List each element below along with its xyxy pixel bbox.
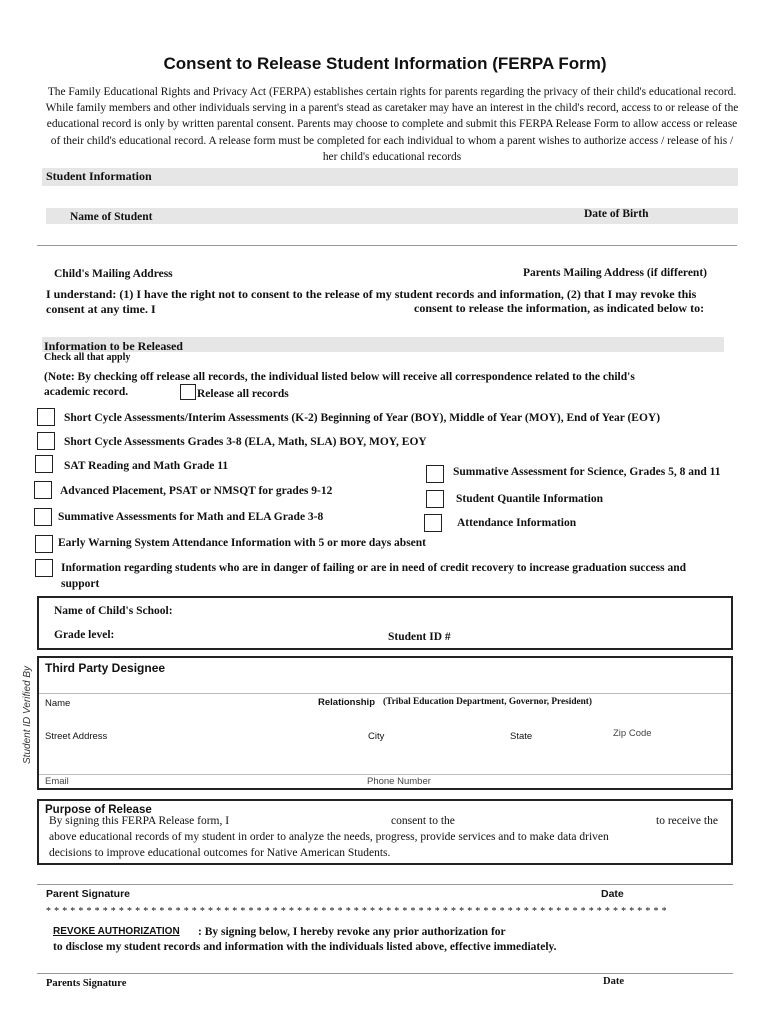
relationship-hint: (Tribal Education Department, Governor, President) [383, 697, 592, 707]
label-quantile: Student Quantile Information [456, 493, 603, 505]
release-heading: Information to be Released [44, 339, 183, 353]
note-line-2: academic record. [44, 386, 129, 398]
revoke-line-2: to disclose my student records and information with the individuals listed above, effective immediately. [53, 941, 557, 953]
label-advanced-placement: Advanced Placement, PSAT or NMSQT for grades 9-12 [60, 485, 333, 497]
relationship-label: Relationship [318, 697, 376, 708]
separator-stars: * * * * * * * * * * * * * * * * * * * * * * * * * * * * * * * * * * * * * * * * * * * * * * * * * * * * * * * * * * * * * * * * * * * * * * * * * * * * * [46, 906, 667, 917]
parent-signature-label: Parent Signature [46, 888, 131, 900]
check-all-label: Check all that apply [44, 352, 131, 363]
label-summative-science: Summative Assessment for Science, Grades 5, 8 and 11 [453, 466, 721, 478]
address-divider [39, 774, 731, 775]
street-address-label: Street Address [45, 731, 108, 742]
parent-signature-line [37, 884, 733, 885]
understand-line-2b: consent to release the information, as indicated below to: [414, 301, 705, 315]
purpose-line-1c: to receive the [656, 815, 718, 827]
checkbox-sat[interactable] [35, 455, 53, 473]
release-all-label: Release all records [197, 388, 289, 400]
third-party-divider [39, 693, 731, 694]
parent-mailing-address-label: Parents Mailing Address (if different) [523, 267, 707, 279]
label-short-cycle-k2: Short Cycle Assessments/Interim Assessments (K-2) Beginning of Year (BOY), Middle of Year (MOY), End of Year (EOY) [64, 412, 661, 424]
name-of-student-label: Name of Student [70, 211, 153, 223]
checkbox-summative-math-ela[interactable] [34, 508, 52, 526]
parents-signature-line [37, 973, 733, 974]
third-party-heading: Third Party Designee [45, 661, 166, 675]
zip-code-label: Zip Code [613, 728, 652, 739]
understand-line-1: I understand: (1) I have the right not to consent to the release of my student records and information, (2) that I may revoke this [46, 287, 697, 301]
purpose-line-3: decisions to improve educational outcomes for Native American Students. [49, 847, 391, 859]
understand-line-2a: consent at any time. I [46, 302, 156, 316]
checkbox-early-warning[interactable] [35, 535, 53, 553]
purpose-line-1b: consent to the [391, 815, 455, 827]
parents-signature-label: Parents Signature [46, 978, 127, 989]
label-early-warning: Early Warning System Attendance Information with 5 or more days absent [58, 537, 427, 549]
label-short-cycle-3-8: Short Cycle Assessments Grades 3-8 (ELA, Math, SLA) BOY, MOY, EOY [64, 436, 427, 448]
intro-paragraph: The Family Educational Rights and Privacy Act (FERPA) establishes certain rights for parents regarding the privacy of their child's educational record. While family members and other individuals serving in a parent's stead as caretaker may have an interest in the child's record, access to or release of the educational record is only by written parental consent. Parents may choose to complete and submit this FERPA Release Form to allow access or release of their child's educational record. A release form must be completed for each individual to whom a parent wishes to authorize access / release of his / her child's educational records [45, 86, 739, 163]
purpose-heading: Purpose of Release [45, 804, 152, 816]
checkbox-short-cycle-3-8[interactable] [37, 432, 55, 450]
student-id-label: Student ID # [388, 631, 451, 643]
label-credit-recovery-line1: Information regarding students who are in danger of failing or are in need of credit recovery to increase graduation success and [61, 562, 687, 574]
release-all-checkbox[interactable] [180, 384, 196, 400]
date-label-2: Date [603, 976, 624, 987]
form-title: Consent to Release Student Information (FERPA Form) [163, 54, 607, 73]
state-label: State [510, 731, 533, 742]
purpose-line-1a: By signing this FERPA Release form, I [49, 815, 230, 827]
school-name-label: Name of Child's School: [54, 605, 173, 617]
student-info-heading: Student Information [46, 169, 152, 183]
label-summative-math-ela: Summative Assessments for Math and ELA Grade 3-8 [58, 511, 324, 523]
note-line-1: (Note: By checking off release all records, the individual listed below will receive all correspondence related to the child's [44, 371, 635, 383]
checkbox-summative-science[interactable] [426, 465, 444, 483]
checkbox-advanced-placement[interactable] [34, 481, 52, 499]
label-sat: SAT Reading and Math Grade 11 [64, 460, 229, 472]
student-id-verified-by-label: Student ID Verified By [22, 665, 33, 764]
child-mailing-address-label: Child's Mailing Address [54, 268, 173, 280]
student-name-line [37, 245, 737, 246]
city-label: City [368, 731, 385, 742]
designee-name-label: Name [45, 698, 71, 709]
grade-level-label: Grade level: [54, 629, 115, 641]
phone-label: Phone Number [367, 776, 431, 787]
date-of-birth-label: Date of Birth [584, 208, 649, 220]
label-credit-recovery-line2: support [61, 578, 100, 590]
label-attendance: Attendance Information [457, 517, 577, 529]
checkbox-quantile[interactable] [426, 490, 444, 508]
revoke-line-1: : By signing below, I hereby revoke any prior authorization for [198, 926, 506, 938]
checkbox-short-cycle-k2[interactable] [37, 408, 55, 426]
email-label: Email [45, 776, 69, 787]
date-label: Date [601, 888, 624, 900]
checkbox-credit-recovery[interactable] [35, 559, 53, 577]
third-party-box [37, 656, 733, 790]
purpose-line-2: above educational records of my student in order to analyze the needs, progress, provide services and to make data driven [49, 831, 609, 843]
revoke-authorization-label: REVOKE AUTHORIZATION [53, 926, 180, 937]
checkbox-attendance[interactable] [424, 514, 442, 532]
